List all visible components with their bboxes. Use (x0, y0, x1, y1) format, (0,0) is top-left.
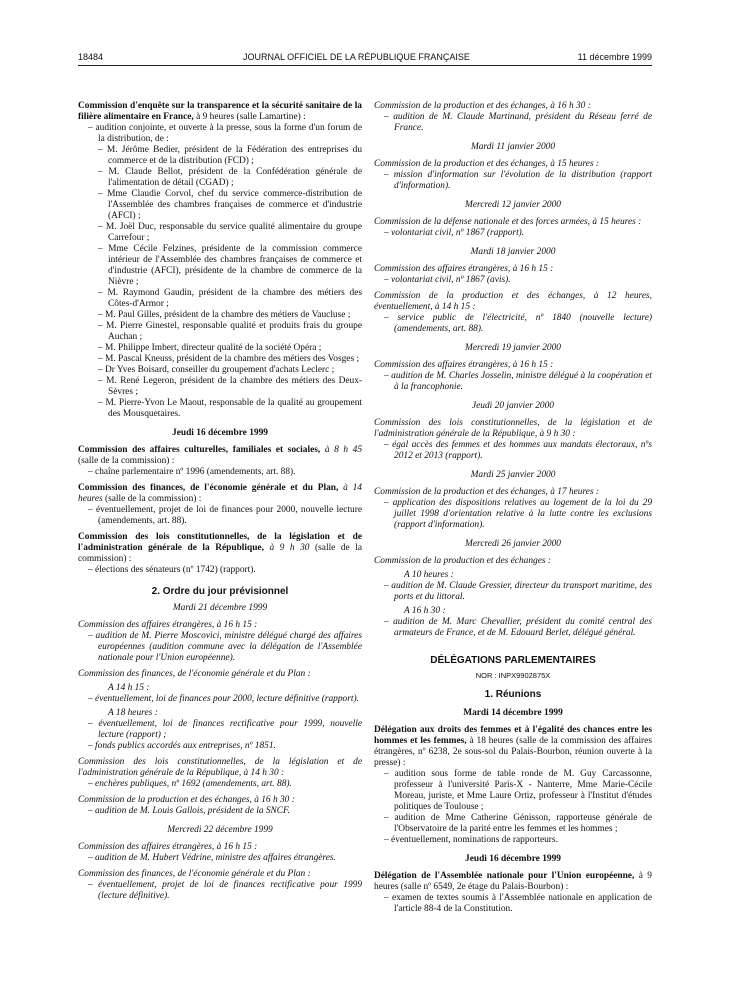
commission-list (78, 631, 362, 664)
journal-title: JOURNAL OFFICIEL DE LA RÉPUBLIQUE FRANÇAISE (243, 52, 470, 62)
list-item: – audition de M. Claude Martinand, président du Réseau ferré de France. (384, 112, 652, 134)
list-item: – audition de Mme Catherine Génisson, rapporteuse générale de l'Observatoire de la parité entre les femmes et les hommes ; (384, 813, 652, 835)
list-item: – audition de M. Marc Chevallier, président du comité central des armateurs de France, et de M. Edouard Berlet, délégué général. (384, 617, 652, 639)
commission-list (374, 228, 652, 239)
commission-title: Commission de la défense nationale et des forces armées, à 15 heures : (374, 217, 642, 227)
list-item: – éventuellement, projet de loi de finances rectificative pour 1999 (lecture définitive). (88, 880, 362, 902)
culturelles-title: Commission des affaires culturelles, familiales et sociales, à 8 h 45 (salle de la commission) : (78, 445, 363, 466)
list-item: – volontariat civil, nº 1867 (avis). (384, 275, 652, 286)
date-heading: Mardi 25 janvier 2000 (470, 470, 556, 480)
commission-list (78, 779, 362, 790)
list-item: – M. Jérôme Bedier, président de la Fédération des entreprises du commerce et de la distribution (FCD) ; (98, 145, 362, 167)
nor-reference: NOR : INPX9902875X (475, 671, 551, 680)
date-heading: Mercredi 26 janvier 2000 (465, 539, 561, 549)
list-item: – éventuellement, projet de loi de finances pour 2000, nouvelle lecture (amendements, art. 88). (88, 505, 362, 527)
list-item: – éventuellement, loi de finances pour 2000, lecture définitive (rapport). (88, 694, 362, 705)
delegation-title: Délégation aux droits des femmes et à l'égalité des chances entre les hommes et les femmes, à 18 heures (salle de la commission des affaires étrangères, nº 6238, 2e sous-sol du Palais-Bourbon, réunion ouverte à la presse) : (374, 725, 652, 768)
lois-title: Commission des lois constitutionnelles, de la législation et de l'administration générale de la République, à 9 h 30 (salle de la commission) : (78, 532, 363, 564)
commission-title: Commission des finances, de l'économie générale et du Plan : (78, 669, 311, 679)
culturelles-list (78, 467, 362, 478)
list-item: – audition de M. Charles Josselin, ministre délégué à la coopération et à la francophonie. (384, 371, 652, 393)
commission-title: Commission des affaires étrangères, à 16 h 15 : (374, 360, 554, 370)
issue-date: 11 décembre 1999 (577, 52, 652, 62)
page-header (78, 52, 652, 66)
commission-list (78, 719, 362, 752)
commission-title: Commission des affaires étrangères, à 16 h 15 : (78, 842, 258, 852)
participants-list (78, 145, 362, 420)
date-heading: Mardi 21 décembre 1999 (172, 603, 268, 613)
commission-list (374, 313, 652, 335)
list-item: – application des dispositions relatives au logement de la loi du 29 juillet 1998 d'orientation relative à la lutte contre les exclusions (rapport d'information). (384, 498, 652, 531)
list-item: – M. Philippe Imbert, directeur qualité de la société Opéra ; (98, 343, 362, 354)
date-heading: Mercredi 19 janvier 2000 (465, 343, 561, 353)
delegations-heading: DÉLÉGATIONS PARLEMENTAIRES (430, 655, 596, 666)
section-title: 1. Réunions (484, 689, 542, 700)
list-item: – examen de textes soumis à l'Assemblée nationale en application de l'article 88-4 de la Constitution. (384, 893, 652, 915)
date-heading: Jeudi 20 janvier 2000 (471, 401, 554, 411)
time-label: A 10 heures : (404, 570, 454, 580)
list-item: – enchères publiques, nº 1692 (amendements, art. 88). (88, 779, 362, 790)
list-item: – audition sous forme de table ronde de M. Guy Carcassonne, professeur à l'université Paris-X - Nanterre, Mme Marie-Cécile Moreau, juriste, et Mme Laure Ortiz, professeur à l'Institut d'études politiques de Toulouse ; (384, 769, 652, 813)
list-item: – fonds publics accordés aux entreprises, nº 1851. (88, 741, 362, 752)
list-item: – éventuellement, loi de finances rectificative pour 1999, nouvelle lecture (rapport) ; (88, 719, 362, 741)
time-label: A 16 h 30 : (404, 606, 446, 616)
commission-title: Commission des affaires étrangères, à 16 h 15 : (374, 264, 554, 274)
commission-title: Commission de la production et des échanges, à 15 heures : (374, 159, 600, 169)
commission-list (78, 880, 362, 902)
header-rule (78, 65, 652, 66)
date-heading: Mardi 18 janvier 2000 (470, 247, 556, 257)
list-item: – M. Pierre Ginestel, responsable qualité et produits frais du groupe Auchan ; (98, 321, 362, 343)
list-item: – égal accès des femmes et des hommes aux mandats électoraux, nºs 2012 et 2013 (rapport). (384, 440, 652, 462)
commission-title: Commission de la production et des échanges, à 12 heures, éventuellement, à 14 h 15 : (374, 291, 652, 312)
list-item: – M. René Legeron, président de la chambre des métiers des Deux-Sèvres ; (98, 376, 362, 398)
list-item: – audition de M. Hubert Védrine, ministre des affaires étrangères. (88, 853, 362, 864)
date-heading: Mercredi 22 décembre 1999 (167, 825, 273, 835)
commission-title: Commission de la production et des échanges, à 16 h 30 : (78, 795, 295, 805)
list-item: – M. Paul Gilles, président de la chambre des métiers de Vaucluse ; (98, 310, 362, 321)
list-item: – mission d'information sur l'évolution de la distribution (rapport d'information). (384, 170, 652, 192)
list-item: – volontariat civil, nº 1867 (rapport). (384, 228, 652, 239)
commission-title: Commission des lois constitutionnelles, de la législation et de l'administration générale de la République, à 14 h 30 : (78, 757, 362, 778)
commission-list (78, 853, 362, 864)
commission-list (374, 440, 652, 462)
list-item: – M. Pierre-Yvon Le Maout, responsable de la qualité au groupement des Mousquetaires. (98, 398, 362, 420)
commission-list (374, 112, 652, 134)
list-item: – Dr Yves Boisard, conseiller du groupement d'achats Leclerc ; (98, 365, 362, 376)
commission-list (374, 581, 652, 603)
commission-list (78, 806, 362, 817)
list-item: – audition conjointe, et ouverte à la presse, sous la forme d'un forum de la distribution, de : (88, 123, 362, 145)
commission-title: Commission de la production et des échanges : (374, 556, 551, 566)
commission-title: Commission des finances, de l'économie générale et du Plan : (78, 869, 311, 879)
list-item: – Mme Cécile Felzines, présidente de la commission commerce intérieur de l'Assemblée des chambres françaises de commerce et d'industrie (AFCI), présidente de la chambre de commerce de la Nièvre ; (98, 244, 362, 288)
commission-list (78, 694, 362, 705)
list-item: – chaîne parlementaire nº 1996 (amendements, art. 88). (88, 467, 362, 478)
list-item: – M. Raymond Gaudin, président de la chambre des métiers des Côtes-d'Armor ; (98, 288, 362, 310)
list-item: – audition de M. Claude Gressier, directeur du transport maritime, des ports et du littoral. (384, 581, 652, 603)
delegation-list (374, 769, 652, 846)
commission-title: Commission des lois constitutionnelles, de la législation et de l'administration générale de la République, à 9 h 30 : (374, 418, 652, 439)
commission-title: Commission des affaires étrangères, à 16 h 15 : (78, 620, 258, 630)
commission-list (374, 617, 652, 639)
list-item: – M. Claude Bellot, président de la Confédération générale de l'alimentation de détail (CGAD) ; (98, 167, 362, 189)
commission-list (374, 371, 652, 393)
list-item: – éventuellement, nominations de rapporteurs. (384, 835, 652, 846)
commission-enquete-title: Commission d'enquête sur la transparence et la sécurité sanitaire de la filière alimentaire en France, à 9 heures (salle Lamartine) : (78, 101, 362, 122)
time-label: A 14 h 15 : (108, 683, 150, 693)
list-item: – élections des sénateurs (nº 1742) (rapport). (88, 565, 362, 576)
lois-list (78, 565, 362, 576)
commission-list (374, 498, 652, 531)
date-heading: Jeudi 16 décembre 1999 (465, 854, 561, 864)
list-item: – service public de l'électricité, nº 1840 (nouvelle lecture) (amendements, art. 88). (384, 313, 652, 335)
finances-list (78, 505, 362, 527)
page-number: 18484 (78, 52, 104, 62)
list-item: – Mme Claudie Corvol, chef du service commerce-distribution de l'Assemblée des chambres françaises de commerce et d'industrie (AFCI) ; (98, 189, 362, 222)
delegation-title: Délégation de l'Assemblée nationale pour l'Union européenne, à 9 heures (salle nº 6549, 2e étage du Palais-Bourbon) : (374, 871, 652, 892)
finances-title: Commission des finances, de l'économie générale et du Plan, à 14 heures (salle de la commission) : (78, 483, 362, 504)
commission-list (374, 275, 652, 286)
list-item: – audition de M. Louis Gallois, président de la SNCF. (88, 806, 362, 817)
commission-title: Commission de la production et des échanges, à 17 heures : (374, 487, 600, 497)
left-column (78, 101, 362, 902)
section-title: 2. Ordre du jour prévisionnel (151, 586, 289, 597)
date-heading: Mardi 11 janvier 2000 (470, 142, 556, 152)
time-label: A 18 heures : (108, 708, 158, 718)
right-column (374, 101, 652, 915)
list-item: – M. Joël Duc, responsable du service qualité alimentaire du groupe Carrefour ; (98, 222, 362, 244)
commission-enquete-list (78, 123, 362, 145)
delegation-list (374, 893, 652, 915)
date-heading: Mercredi 12 janvier 2000 (465, 200, 561, 210)
list-item: – M. Pascal Kneuss, président de la chambre des métiers des Vosges ; (98, 354, 362, 365)
date-heading: Jeudi 16 décembre 1999 (172, 428, 268, 438)
commission-list (374, 170, 652, 192)
date-heading: Mardi 14 décembre 1999 (463, 708, 563, 718)
commission-title: Commission de la production et des échanges, à 16 h 30 : (374, 101, 591, 111)
list-item: – audition de M. Pierre Moscovici, ministre délégué chargé des affaires européennes (audition commune avec la délégation de l'Assemblée nationale pour l'Union européenne). (88, 631, 362, 664)
